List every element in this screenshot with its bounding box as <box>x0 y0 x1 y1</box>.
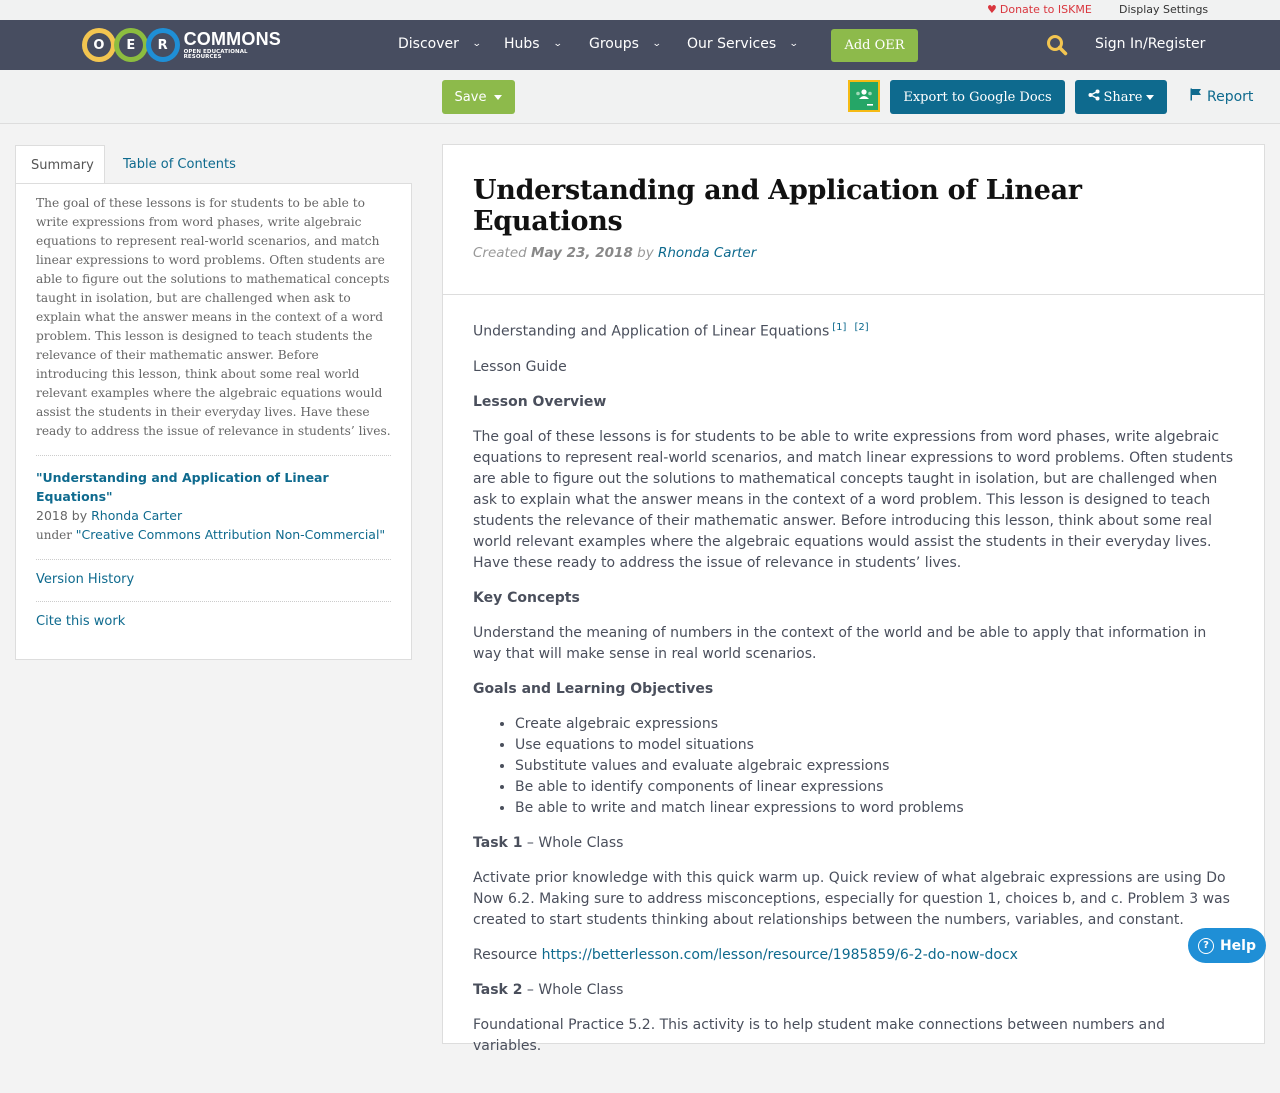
list-item: • Create algebraic expressions <box>515 714 1234 735</box>
save-dropdown-button[interactable]: Save <box>442 80 515 114</box>
nav-discover[interactable]: Discover ⌄ <box>398 36 482 52</box>
main-navbar <box>0 20 1280 70</box>
utility-bar <box>0 0 1280 20</box>
footnote-link-1[interactable]: [1] <box>832 322 847 333</box>
logo-wordmark: COMMONS OPEN EDUCATIONAL RESOURCES <box>183 28 281 60</box>
sidebar-tabs <box>15 145 251 184</box>
caret-down-icon <box>1146 95 1154 100</box>
lesson-overview-text: The goal of these lessons is for students to be able to write expressions from word phases, write algebraic equations to represent real-world scenarios, and match linear expressions to word problems. Often students are able to figure out the solutions to mathematical concepts taught in isolation, but are challenged when ask to explain what the answer means in the context of a word problem. This lesson is designed to teach students the relevance of their mathematic answer. Before introducing this lesson, think about some real world relevant examples where the algebraic equations would assist the students in their everyday lives. Have these ready to address the issue of relevance in students’ lives. <box>473 428 1234 571</box>
list-item: • Use equations to model situations <box>515 735 1234 756</box>
add-oer-button[interactable]: Add OER <box>831 29 918 62</box>
divider <box>36 601 391 602</box>
resource-header <box>443 145 1264 295</box>
display-settings-link[interactable]: Display Settings <box>1119 3 1209 16</box>
help-button[interactable]: ? Help <box>1188 928 1266 963</box>
donate-link[interactable]: ♥ Donate to ISKME <box>987 3 1092 16</box>
chevron-down-icon: ⌄ <box>471 39 482 49</box>
license-link[interactable]: "Creative Commons Attribution Non-Commercial" <box>75 527 386 542</box>
logo-ring-r: R <box>146 28 180 62</box>
created-meta: Created May 23, 2018 by Rhonda Carter <box>473 245 757 261</box>
search-icon[interactable] <box>1046 34 1068 56</box>
report-button[interactable]: Report <box>1190 88 1253 105</box>
resource-toolbar <box>0 70 1280 124</box>
export-to-google-docs-button[interactable]: Export to Google Docs <box>890 80 1065 114</box>
resource-content <box>442 144 1265 1054</box>
nav-our-services[interactable]: Our Services ⌄ <box>687 36 799 52</box>
created-date: May 23, 2018 <box>531 245 633 261</box>
heart-icon: ♥ <box>987 3 997 16</box>
citation-block: "Understanding and Application of Linear Equations" 2018 by Rhonda Carter under "Creative Commons Attribution Non-Commercial" <box>36 470 386 542</box>
lesson-overview-heading: Lesson Overview <box>473 393 607 410</box>
task-1-text: Activate prior knowledge with this quick warm up. Quick review of what algebraic expressions are using Do Now 6.2. Making sure to address misconceptions, especially for question 1, choices b, and c. Problem 3 was created to start students thinking about relationships between the numbers, variables, and constant. <box>473 869 1230 928</box>
oer-commons-logo[interactable] <box>82 25 287 65</box>
intro-line: Understanding and Application of Linear Equations [1] [2] <box>473 322 869 340</box>
cite-this-work-link[interactable]: Cite this work <box>36 614 126 629</box>
task-1-heading: Task 1 – Whole Class <box>473 834 624 851</box>
resource-link[interactable]: https://betterlesson.com/lesson/resource/1985859/6-2-do-now-docx <box>541 946 1018 963</box>
task-2-heading: Task 2 – Whole Class <box>473 981 624 998</box>
sign-in-register-link[interactable]: Sign In/Register <box>1095 36 1206 52</box>
logo-ring-e: E <box>114 28 148 62</box>
lesson-guide-label: Lesson Guide <box>473 358 567 375</box>
resource-title-link[interactable]: "Understanding and Application of Linear Equations" <box>36 470 329 504</box>
logo-ring-o: O <box>82 28 116 62</box>
chevron-down-icon: ⌄ <box>552 39 563 49</box>
list-item: • Be able to write and match linear expressions to word problems <box>515 798 1234 819</box>
tab-summary[interactable]: Summary <box>15 145 105 184</box>
key-concepts-heading: Key Concepts <box>473 589 580 606</box>
chevron-down-icon: ⌄ <box>651 39 662 49</box>
footnote-link-2[interactable]: [2] <box>854 322 869 333</box>
summary-panel <box>15 183 412 660</box>
goals-list <box>515 714 1234 819</box>
list-item: • Substitute values and evaluate algebraic expressions <box>515 756 1234 777</box>
google-classroom-icon <box>850 82 878 110</box>
page-title: Understanding and Application of Linear Equations <box>473 175 1082 237</box>
resource-body <box>443 295 1264 1093</box>
divider <box>36 455 391 456</box>
task-2-text: Foundational Practice 5.2. This activity is to help student make connections between numbers and variables. <box>473 1016 1166 1054</box>
summary-text: The goal of these lessons is for students to be able to write expressions from word phases, write algebraic equations to represent real-world scenarios, and match linear expressions to word problems. Often students are able to figure out the solutions to mathematical concepts taught in isolation, but are challenged when ask to explain what the answer means in the context of a word problem. This lesson is designed to teach students the relevance of their mathematic answer. Before introducing this lesson, think about some real world relevant examples where the algebraic equations would assist the students in their everyday lives. Have these ready to address the issue of relevance in students’ lives. <box>36 196 391 438</box>
share-icon <box>1088 89 1100 105</box>
chevron-down-icon: ⌄ <box>789 39 799 49</box>
author-link[interactable]: Rhonda Carter <box>91 508 183 523</box>
tab-table-of-contents[interactable]: Table of Contents <box>123 157 236 172</box>
version-history-link[interactable]: Version History <box>36 572 135 587</box>
share-dropdown-button[interactable]: Share <box>1075 80 1167 114</box>
goals-heading: Goals and Learning Objectives <box>473 680 714 697</box>
nav-hubs[interactable]: Hubs ⌄ <box>504 36 563 52</box>
nav-groups[interactable]: Groups ⌄ <box>589 36 662 52</box>
author-link[interactable]: Rhonda Carter <box>658 245 757 261</box>
resource-line: Resource https://betterlesson.com/lesson/resource/1985859/6-2-do-now-docx <box>473 946 1018 963</box>
key-concepts-text: Understand the meaning of numbers in the context of the world and be able to apply that information in way that will make sense in real world scenarios. <box>473 624 1207 662</box>
question-circle-icon: ? <box>1198 938 1214 954</box>
google-classroom-button[interactable] <box>848 80 880 112</box>
list-item: • Be able to identify components of linear expressions <box>515 777 1234 798</box>
divider <box>36 559 391 560</box>
caret-down-icon <box>494 95 502 100</box>
flag-icon <box>1190 88 1203 105</box>
